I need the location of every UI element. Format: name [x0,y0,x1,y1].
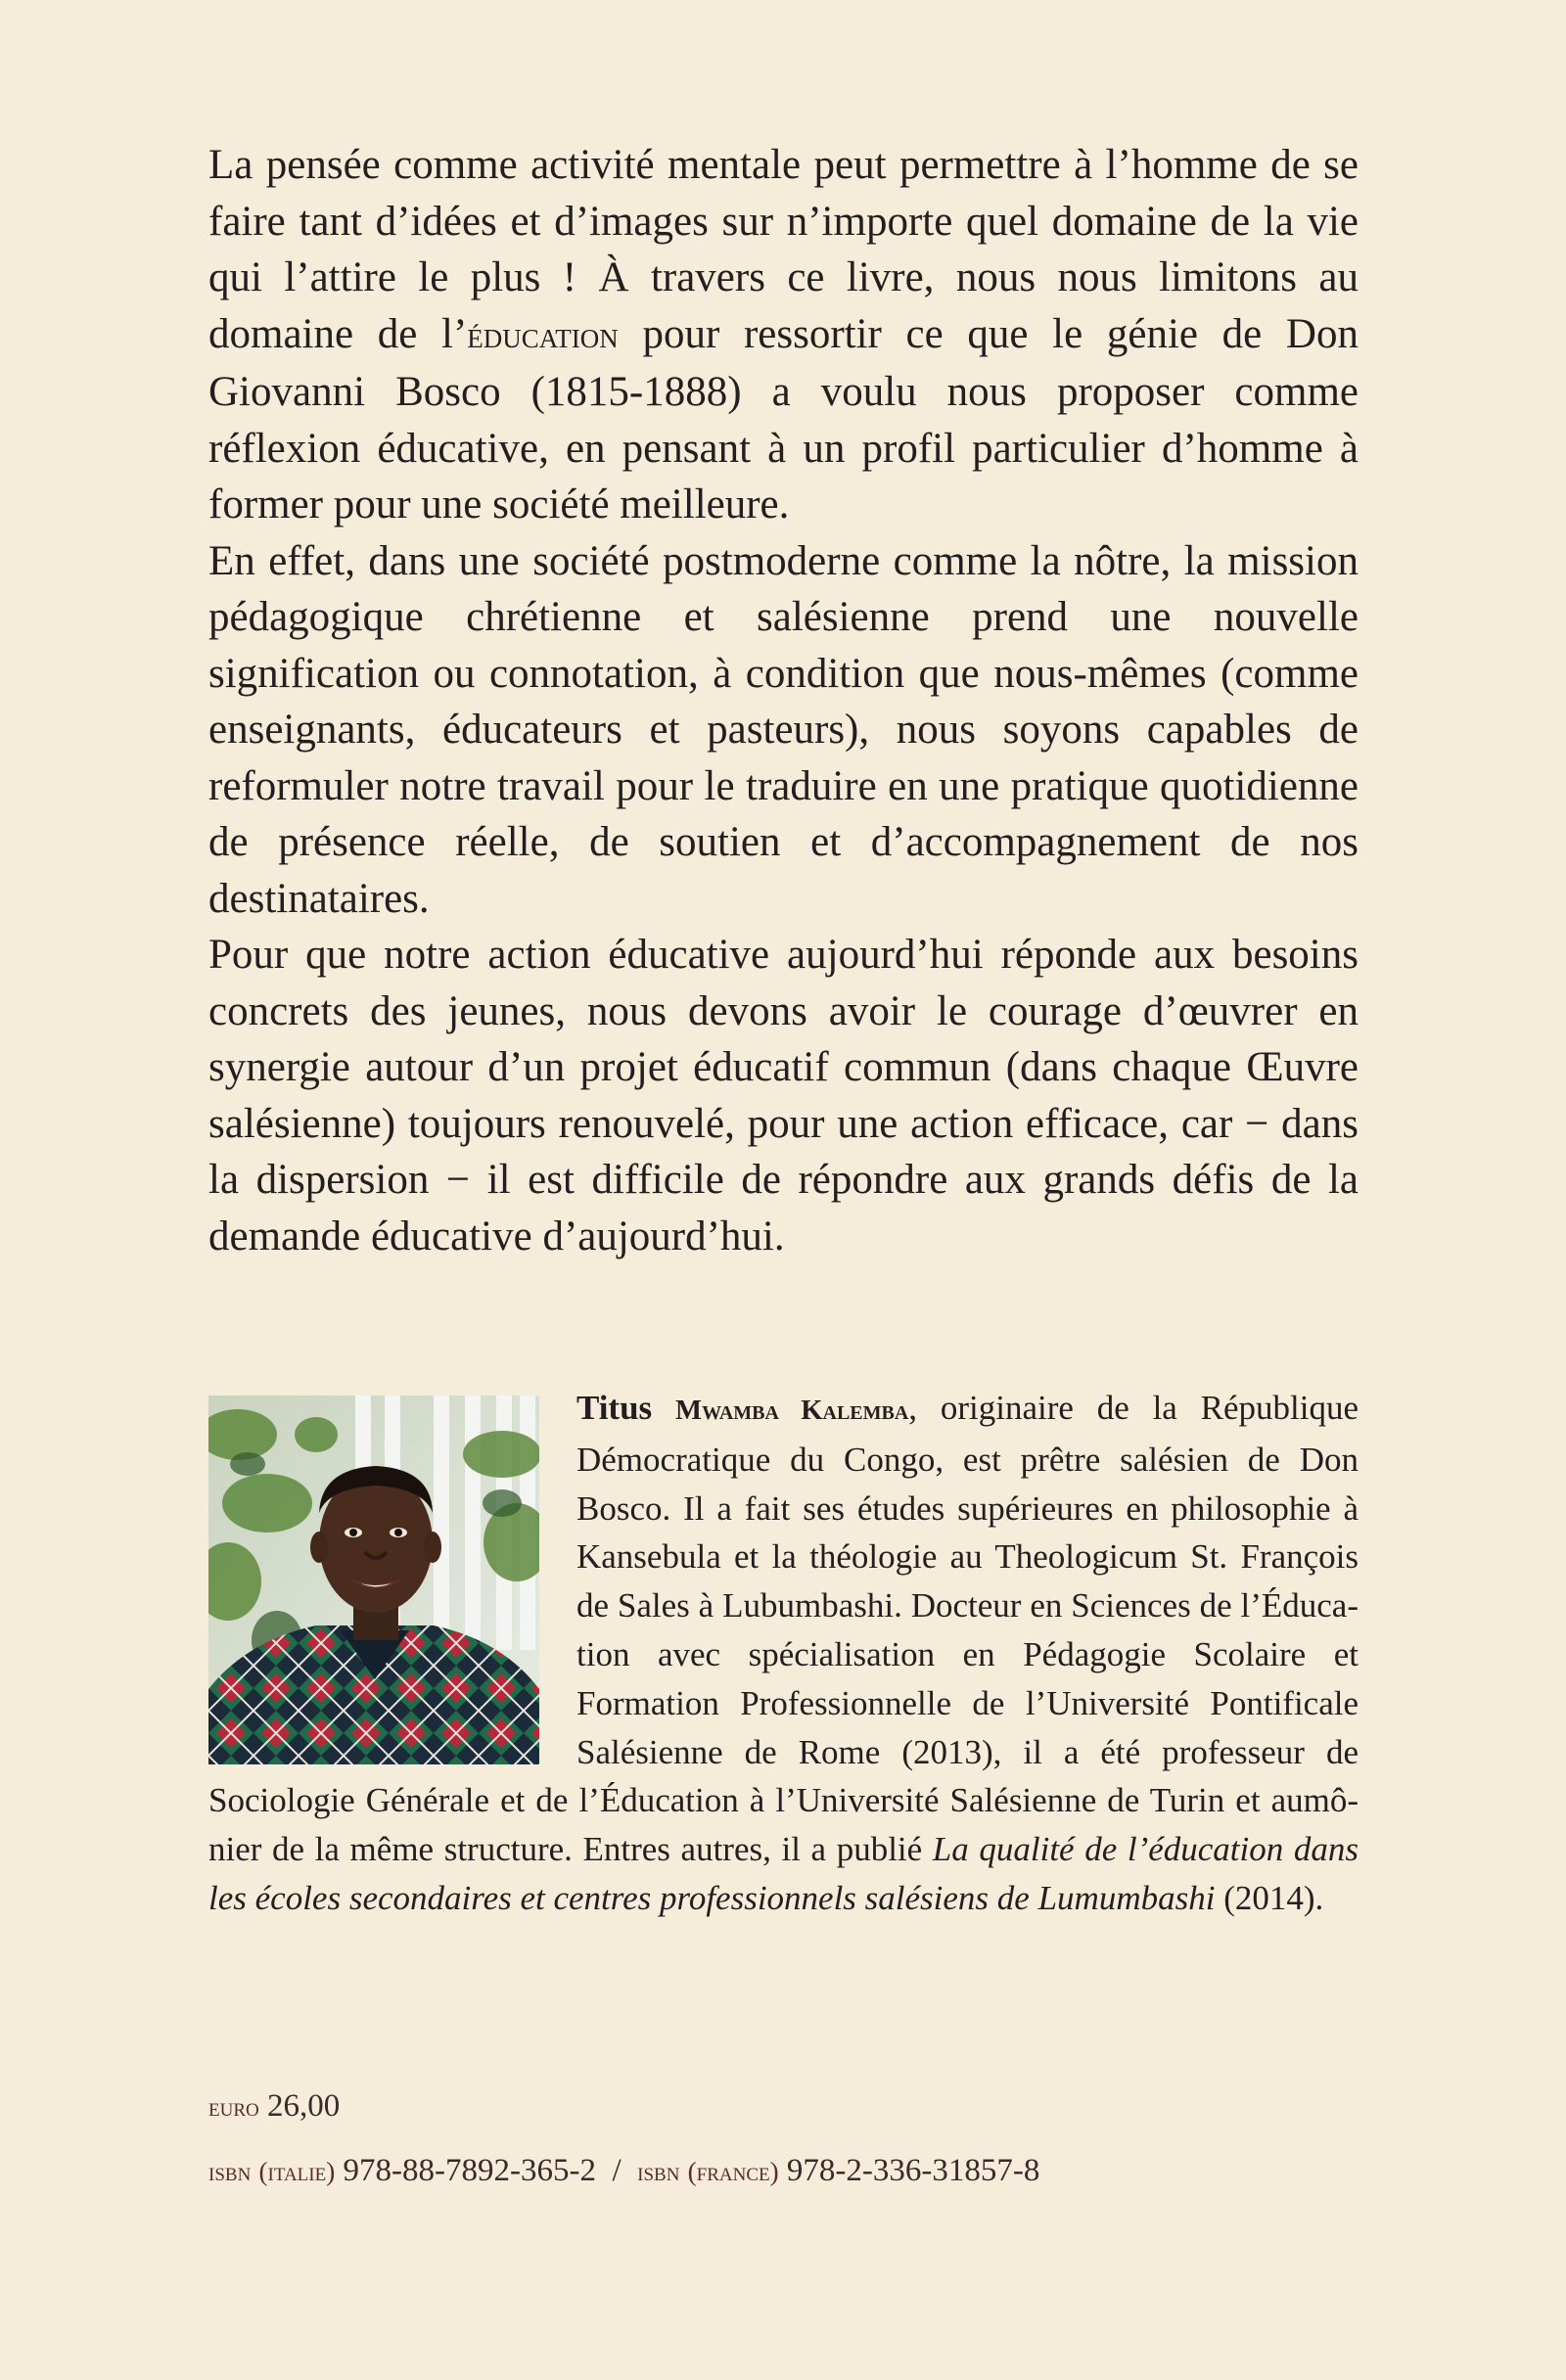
book-title: La qualité de l’éducation dans les écoles secondaires et centres professionnels salésiens de Lumumbashi [208,1830,1359,1917]
isbn-value-italie: 978-88-7892-365-2 [343,2153,596,2188]
blurb-paragraph-2: En effet, dans une société postmoderne comme la nôtre, la mission pédagogique chrétienne et salésienne prend une nouvelle signification ou connotation, à condition que nous-mêmes (comme enseignants, éducateurs et pasteurs), nous soyons capables de reformuler notre travail pour le traduire en une pratique quotidienne de présence réelle, de soutien et d’accompagnement de nos destinataires. [208,537,1359,922]
isbn-country-france: (france) [687,2157,779,2186]
blurb-p1-education: éducation [467,314,619,356]
isbn-value-france: 978-2-336-31857-8 [786,2153,1040,2188]
blurb-paragraph-1 [208,137,1359,533]
blurb-p1-end: pour ressortir ce que le génie de Don Giovanni Bosco (1815-1888) a voulu nous proposer comme réflexion éducative, en pensant à un profil particulier d’homme à former pour une société meilleure. [208,310,1359,527]
author-name [576,1389,908,1427]
isbn-line [208,2149,1039,2193]
isbn-separator: / [612,2153,622,2188]
bio-text: , originaire de la République Démocratique du Congo, est prêtre salésien de Don Bosco. Il a fait ses études supérieures en philosophie à Kansebula et la théologie au Theologicum St. François de Sales à Lubumbashi. Docteur en Sciences de l’Éducation avec spécialisation en Pédagogie Scolaire et Formation Professionnelle de l’Université Pontificale Salésienne de Rome (2013), il a été professeur de Sociologie Générale et de l’Éducation à l’Université Salésienne de Turin et aumônier de la même structure. Entres autres, il a publié [208,1389,1359,1869]
isbn-country-italie: (italie) [258,2157,336,2186]
author-last-name: Mwamba Kalemba [675,1395,909,1426]
blurb-p1-start: La pensée comme activité mentale peut permettre à l’homme de se faire tant d’idées et d’images sur n’importe quel domaine de la vie qui l’attire le plus ! À travers ce livre, nous nous limitons au domaine de l’ [208,142,1359,357]
price-label: euro [208,2092,259,2122]
blurb-paragraph-3: Pour que notre action éducative aujourd’hui réponde aux besoins concrets des jeunes, nous devons avoir le courage d’œuvrer en synergie autour d’un projet éducatif commun (dans chaque Œuvre salésienne) toujours renouvelé, pour une action efficace, car − dans la dispersion − il est difficile de répondre aux grands défis de la demande éducative d’aujourd’hui. [208,932,1359,1259]
author-first-name: Titus [576,1389,675,1427]
cover-blurb [208,137,1359,1264]
book-year: (2014). [1215,1878,1324,1917]
author-bio [208,1384,1359,1923]
author-photo [208,1396,539,1764]
isbn-label-italie: isbn [208,2157,252,2186]
isbn-label-france: isbn [637,2157,680,2186]
author-portrait-photo [208,1396,539,1764]
price-value: 26,00 [266,2088,341,2124]
price-line [208,2084,340,2128]
